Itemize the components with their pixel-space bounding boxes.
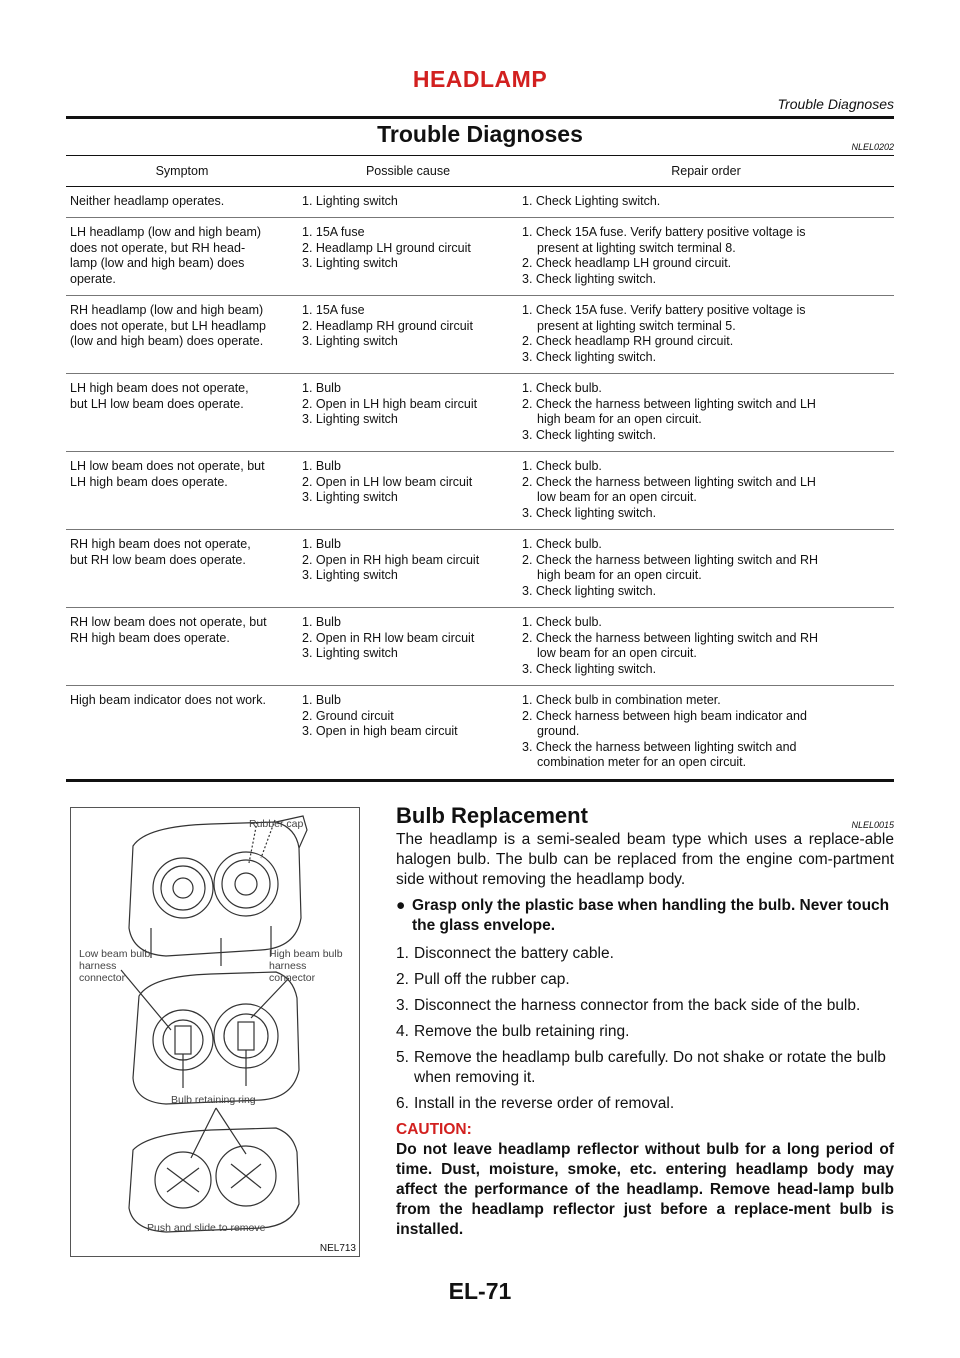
cause-cell [298,686,518,781]
cell-line: Neither headlamp operates. [70,193,225,208]
table-row [66,218,894,296]
cell-line: present at lighting switch terminal 5. [537,318,736,333]
table-body [66,186,894,780]
cell-line: present at lighting switch terminal 8. [537,240,736,255]
label-push-slide: Push and slide to remove [147,1222,266,1234]
cause-cell [298,530,518,608]
bullet-text: Grasp only the plastic base when handling the bulb. Never touch the glass envelope. [412,897,890,934]
cell-line: 1. 15A fuse [302,303,365,317]
procedure-step [396,996,894,1016]
cell-line: 2. Open in LH high beam circuit [302,396,478,411]
cell-line: ground. [537,724,580,738]
bulb-replacement-body [396,830,894,1240]
cell-line: 2. Check the harness between lighting switch and RH [522,630,818,645]
cell-line: 2. Open in RH low beam circuit [302,630,475,645]
cell-line: lamp (low and high beam) does [70,256,245,270]
cell-line: 1. Bulb [302,381,341,395]
repair-cell [518,686,894,781]
symptom-cell [66,374,298,452]
label-low-beam-line-2: harness [79,960,117,972]
cell-line: 1. Bulb [302,693,341,707]
symptom-cell [66,218,298,296]
symptom-cell [66,452,298,530]
label-low-beam-line-1: Low beam bulb [79,948,151,960]
symptom-cell [66,686,298,781]
cell-line: 3. Lighting switch [302,568,398,582]
cause-cell [298,608,518,686]
cell-line: 3. Lighting switch [302,334,398,348]
cell-line: 1. Check bulb in combination meter. [522,693,721,707]
cell-line: (low and high beam) does operate. [70,334,264,348]
intro-paragraph: The headlamp is a semi-sealed beam type which uses a replace-able halogen bulb. The bulb can be replaced from the engine com-partment side without removing the headlamp body. [396,831,894,888]
cell-line: low beam for an open circuit. [537,490,697,504]
cell-line: 3. Check lighting switch. [522,427,657,442]
cell-line: 3. Lighting switch [302,412,398,426]
bulb-replacement-code: NLEL0015 [851,820,894,830]
section-subtitle: Trouble Diagnoses [777,96,894,112]
step-text: Disconnect the harness connector from the back side of the bulb. [414,997,861,1014]
step-number: 1. [396,945,409,962]
procedure-steps [396,944,894,1114]
caution-heading: CAUTION: [396,1121,472,1138]
cell-line: 2. Headlamp LH ground circuit [302,240,471,255]
trouble-diagnoses-title: Trouble Diagnoses [377,121,583,147]
section-header: HEADLAMP [412,66,548,92]
cell-line: 1. Check bulb. [522,537,602,551]
label-low-beam-line-3: connector [79,972,126,984]
cell-line: 1. Check 15A fuse. Verify battery positive voltage is [522,303,806,317]
cell-line: but LH low beam does operate. [70,396,244,411]
symptom-cell [66,296,298,374]
cell-line: 3. Check lighting switch. [522,349,657,364]
cell-line: 2. Ground circuit [302,708,394,723]
procedure-step [396,944,894,964]
cell-line: 3. Lighting switch [302,490,398,504]
cell-line: high beam for an open circuit. [537,568,702,582]
cell-line: RH high beam does not operate, [70,537,251,551]
symptom-cell [66,608,298,686]
step-text: Disconnect the battery cable. [414,945,614,962]
label-high-beam-line-1: High beam bulb [269,948,343,960]
label-high-beam-line-3: connector [269,972,316,984]
step-number: 6. [396,1095,409,1112]
cause-cell [298,452,518,530]
cell-line: operate. [70,271,116,286]
figure-code: NEL713 [319,1243,356,1254]
repair-cell [518,296,894,374]
step-number: 2. [396,971,409,988]
page-number: EL-71 [448,1278,512,1304]
caution-text: Do not leave headlamp reflector without bulb for a long period of time. Dust, moisture, smoke, etc. entering headlamp body may affect the performance of the headlamp. Remove head-lamp bulb from the headlamp reflector just before a replace-ment bulb is installed. [396,1141,894,1238]
cell-line: 1. 15A fuse [302,225,365,239]
cell-line: High beam indicator does not work. [70,693,266,707]
cell-line: 3. Check lighting switch. [522,661,657,676]
cell-line: 1. Bulb [302,615,341,629]
cell-line: 2. Check the harness between lighting switch and LH [522,474,816,489]
cell-line: 3. Lighting switch [302,646,398,660]
cell-line: 2. Check harness between high beam indicator and [522,708,807,723]
cell-line: 1. Check 15A fuse. Verify battery positive voltage is [522,225,806,239]
cell-line: 3. Lighting switch [302,256,398,270]
trouble-diagnoses-code: NLEL0202 [851,142,894,152]
step-number: 4. [396,1023,409,1040]
cell-line: 2. Open in LH low beam circuit [302,474,473,489]
table-row [66,374,894,452]
symptom-cell [66,186,298,218]
table-row [66,296,894,374]
repair-cell [518,218,894,296]
headlamp-drawing [71,808,359,1256]
headlamp-illustration [70,807,360,1257]
trouble-diagnoses-table [66,155,894,782]
column-header-cause: Possible cause [298,156,518,187]
repair-cell [518,452,894,530]
repair-cell [518,608,894,686]
table-row [66,686,894,781]
cell-line: low beam for an open circuit. [537,646,697,660]
cell-line: 1. Bulb [302,537,341,551]
cell-line: does not operate, but RH head- [70,240,246,255]
table-row [66,452,894,530]
warning-bullet [396,896,894,936]
cell-line: 1. Check Lighting switch. [522,193,661,208]
cell-line: high beam for an open circuit. [537,412,702,426]
label-rubber-cap: Rubber cap [249,818,304,830]
cell-line: combination meter for an open circuit. [537,755,747,769]
cell-line: 2. Check headlamp LH ground circuit. [522,256,732,270]
table-row [66,530,894,608]
procedure-step [396,1022,894,1042]
cell-line: 2. Check headlamp RH ground circuit. [522,334,734,348]
cause-cell [298,186,518,218]
step-text: Pull off the rubber cap. [414,971,570,988]
table-row [66,608,894,686]
step-text: Remove the bulb retaining ring. [414,1023,630,1040]
bullet-symbol: ● [396,897,406,914]
cell-line: 1. Check bulb. [522,615,602,629]
cell-line: 2. Check the harness between lighting switch and RH [522,552,818,567]
cell-line: 3. Open in high beam circuit [302,724,458,738]
label-low-beam-connector [79,948,150,984]
repair-cell [518,374,894,452]
cell-line: but RH low beam does operate. [70,552,246,567]
cell-line: RH low beam does not operate, but [70,615,267,629]
step-number: 3. [396,997,409,1014]
cause-cell [298,374,518,452]
cell-line: 1. Bulb [302,459,341,473]
repair-cell [518,186,894,218]
cell-line: LH high beam does operate. [70,474,228,489]
cell-line: 3. Check lighting switch. [522,583,657,598]
cell-line: 2. Check the harness between lighting switch and LH [522,396,816,411]
procedure-step [396,970,894,990]
cell-line: 1. Check bulb. [522,381,602,395]
label-retaining-ring: Bulb retaining ring [171,1094,256,1106]
procedure-step [396,1048,894,1088]
step-text: Install in the reverse order of removal. [414,1095,675,1112]
header-rule [66,116,894,119]
repair-cell [518,530,894,608]
bulb-replacement-title: Bulb Replacement [396,803,588,828]
cell-line: 3. Check the harness between lighting switch and [522,739,797,754]
column-header-symptom: Symptom [66,156,298,187]
cell-line: LH high beam does not operate, [70,381,249,395]
cell-line: 3. Check lighting switch. [522,505,657,520]
cell-line: 2. Open in RH high beam circuit [302,552,480,567]
cell-line: does not operate, but LH headlamp [70,318,266,333]
cause-cell [298,296,518,374]
cell-line: 3. Check lighting switch. [522,271,657,286]
cell-line: 1. Lighting switch [302,193,398,208]
label-high-beam-line-2: harness [269,960,307,972]
label-high-beam-connector [269,948,343,984]
cell-line: 1. Check bulb. [522,459,602,473]
cell-line: RH high beam does operate. [70,630,230,645]
cell-line: LH low beam does not operate, but [70,459,265,473]
procedure-step [396,1094,894,1114]
step-text: Remove the headlamp bulb carefully. Do not shake or rotate the bulb when removing it. [414,1049,886,1086]
table-row [66,186,894,218]
symptom-cell [66,530,298,608]
column-header-repair: Repair order [518,156,894,187]
cell-line: RH headlamp (low and high beam) [70,303,264,317]
cell-line: 2. Headlamp RH ground circuit [302,318,473,333]
cell-line: LH headlamp (low and high beam) [70,225,262,239]
step-number: 5. [396,1049,409,1066]
cause-cell [298,218,518,296]
table-header-row [66,156,894,187]
